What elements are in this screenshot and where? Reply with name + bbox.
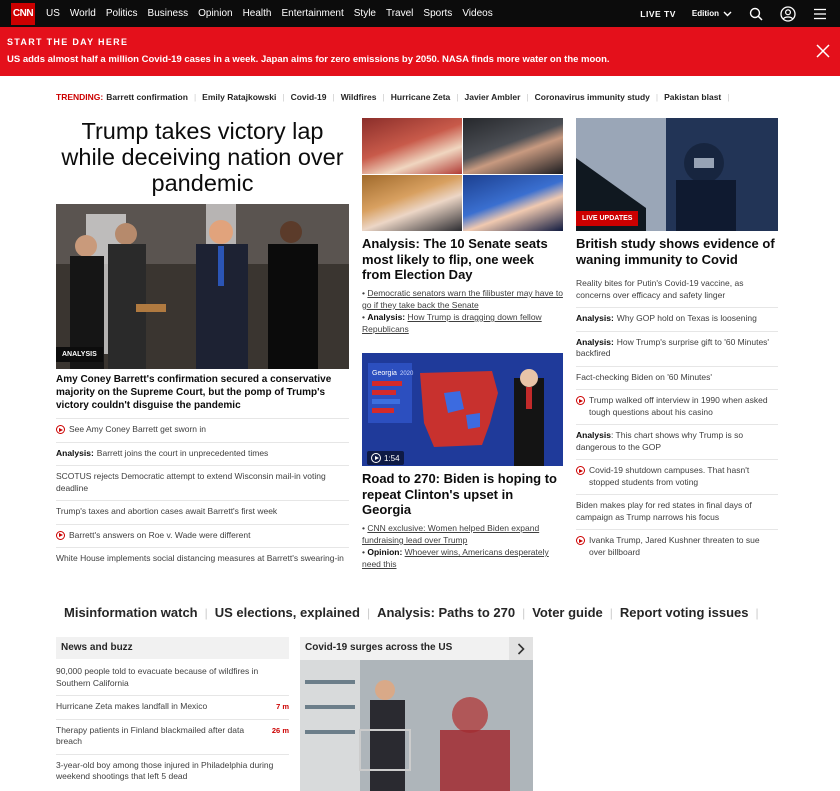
edition-menu[interactable] bbox=[692, 9, 732, 18]
swearing-in-illustration bbox=[56, 204, 349, 369]
divider: | bbox=[755, 605, 759, 620]
list-item-prefix: Analysis bbox=[576, 430, 611, 440]
divider: | bbox=[526, 92, 529, 102]
divider: | bbox=[382, 92, 385, 102]
nav-link-health[interactable]: Health bbox=[242, 8, 272, 19]
divider: | bbox=[282, 92, 285, 102]
play-icon bbox=[576, 536, 585, 545]
list-item[interactable] bbox=[56, 500, 349, 524]
list-item-text: 3-year-old boy among those injured in Philadelphia during weekend shootings that left 5 dead bbox=[56, 759, 274, 781]
lead-description[interactable]: Amy Coney Barrett's confirmation secured a conservative majority on the Supreme Court, but the pomp of Trump's victory couldn't disguise the pandemic bbox=[56, 374, 332, 411]
list-item-text: How Trump's surprise gift to '60 Minutes' backfired bbox=[576, 336, 770, 358]
play-icon bbox=[576, 466, 585, 475]
trending-item[interactable]: Covid-19 bbox=[290, 92, 327, 102]
divider: | bbox=[456, 92, 459, 102]
list-item[interactable] bbox=[56, 524, 349, 548]
nav-link-business[interactable]: Business bbox=[147, 8, 189, 19]
list-item-text: Hurricane Zeta makes landfall in Mexico bbox=[56, 701, 208, 711]
play-icon bbox=[56, 425, 65, 434]
nav-link-travel[interactable]: Travel bbox=[385, 8, 414, 19]
subnav-link[interactable]: Analysis: Paths to 270 bbox=[377, 605, 516, 620]
live-updates-tag: LIVE UPDATES bbox=[576, 211, 638, 226]
trending-bar bbox=[56, 92, 735, 102]
list-item[interactable] bbox=[56, 547, 349, 571]
play-icon bbox=[56, 531, 65, 540]
trending-item[interactable]: Emily Ratajkowski bbox=[202, 92, 277, 102]
georgia-headline[interactable]: Road to 270: Biden is hoping to repeat Clinton's upset in Georgia bbox=[362, 471, 557, 517]
divider: | bbox=[332, 92, 335, 102]
nav-link-videos[interactable]: Videos bbox=[462, 8, 493, 19]
divider: | bbox=[609, 605, 613, 620]
chevron-right-icon[interactable] bbox=[509, 637, 533, 660]
covid-headline[interactable]: British study shows evidence of waning immunity to Covid bbox=[576, 236, 775, 267]
list-item-text: See Amy Coney Barrett get sworn in bbox=[69, 424, 207, 434]
list-item-text: 90,000 people told to evacuate because of wildfires in Southern California bbox=[56, 666, 259, 688]
user-icon[interactable] bbox=[780, 6, 796, 22]
edition-label: Edition bbox=[691, 9, 719, 18]
nav-link-style[interactable]: Style bbox=[353, 8, 376, 19]
timestamp: 26 m bbox=[271, 725, 289, 735]
banner-text[interactable]: US adds almost half a million Covid-19 cases in a week. Japan aims for zero emissions by 2050. NASA finds more water on the moon. bbox=[7, 54, 610, 65]
list-item-prefix: Analysis: bbox=[56, 447, 94, 458]
breaking-banner[interactable] bbox=[0, 27, 840, 76]
list-item[interactable] bbox=[576, 366, 778, 390]
divider: | bbox=[204, 605, 208, 620]
subnav-link[interactable]: Misinformation watch bbox=[64, 605, 198, 620]
play-circle-icon bbox=[371, 453, 381, 463]
video-duration-badge bbox=[367, 451, 404, 465]
trending-item[interactable]: Hurricane Zeta bbox=[390, 92, 451, 102]
list-item-text: Barrett joins the court in unprecedented times bbox=[96, 447, 269, 458]
bullet-item[interactable]: • Analysis: How Trump is dragging down fellow Republicans bbox=[362, 312, 542, 334]
list-item[interactable] bbox=[56, 661, 289, 695]
list-item[interactable] bbox=[576, 389, 778, 424]
list-item[interactable] bbox=[576, 424, 778, 459]
list-item[interactable] bbox=[56, 695, 289, 719]
nav-link-sports[interactable]: Sports bbox=[423, 8, 453, 19]
news-and-buzz-header: News and buzz bbox=[56, 637, 289, 659]
timestamp: 7 m bbox=[276, 702, 289, 711]
news-list bbox=[56, 661, 289, 789]
list-item[interactable] bbox=[56, 418, 349, 442]
nav-right bbox=[640, 0, 828, 27]
nav-link-opinion[interactable]: Opinion bbox=[198, 8, 233, 19]
senator-photo bbox=[362, 118, 462, 174]
list-item-text: Barrett's answers on Roe v. Wade were different bbox=[69, 529, 251, 540]
trending-item[interactable]: Barrett confirmation bbox=[106, 92, 188, 102]
list-item-text: White House implements social distancing measures at Barrett's swearing-in bbox=[56, 553, 344, 563]
list-item-text: Fact-checking Biden on '60 Minutes' bbox=[576, 371, 713, 382]
list-item-text: Why GOP hold on Texas is loosening bbox=[616, 313, 757, 323]
georgia-bullets bbox=[362, 522, 563, 570]
trending-item[interactable]: Wildfires bbox=[340, 92, 377, 102]
close-icon[interactable] bbox=[816, 44, 830, 58]
senators-photo-grid[interactable] bbox=[362, 118, 563, 231]
list-item-text: Reality bites for Putin's Covid-19 vaccine, as concerns over efficacy and safety linger bbox=[576, 278, 744, 300]
bullet-item[interactable]: • Opinion: Whoever wins, Americans desperately need this bbox=[362, 547, 549, 569]
trending-item[interactable]: Coronavirus immunity study bbox=[534, 92, 650, 102]
analysis-tag: ANALYSIS bbox=[56, 347, 103, 362]
list-item-text: Therapy patients in Finland blackmailed after data breach bbox=[56, 724, 245, 746]
subnav-link[interactable]: Voter guide bbox=[532, 605, 603, 620]
senate-bullets bbox=[362, 287, 563, 335]
senator-photo bbox=[463, 118, 563, 174]
covid-surges-photo[interactable] bbox=[300, 660, 533, 791]
banner-kicker: START THE DAY HERE bbox=[7, 37, 129, 47]
lead-photo[interactable] bbox=[56, 204, 349, 369]
divider: | bbox=[655, 92, 659, 102]
map-label: Georgia bbox=[372, 370, 397, 377]
nav-link-politics[interactable]: Politics bbox=[105, 8, 138, 19]
list-item-text: Covid-19 shutdown campuses. That hasn't stopped students from voting bbox=[589, 465, 750, 487]
list-item-text: Trump's taxes and abortion cases await Barrett's first week bbox=[56, 506, 278, 516]
list-item[interactable] bbox=[56, 442, 349, 466]
map-year: 2020 bbox=[400, 371, 414, 377]
nav-link-world[interactable]: World bbox=[69, 8, 96, 19]
list-item[interactable] bbox=[576, 529, 778, 564]
grocery-store-illustration bbox=[300, 660, 533, 791]
senator-photo bbox=[362, 175, 462, 231]
list-item-prefix: Analysis: bbox=[576, 336, 614, 347]
menu-icon[interactable] bbox=[812, 6, 828, 22]
right-related-list bbox=[576, 273, 778, 564]
nav-link-us[interactable]: US bbox=[46, 8, 60, 19]
video-duration: 1:54 bbox=[384, 453, 400, 463]
nav-links bbox=[46, 8, 493, 19]
subnav-link[interactable]: Report voting issues bbox=[619, 605, 749, 620]
list-item[interactable] bbox=[56, 465, 349, 500]
trending-item[interactable]: Pakistan blast bbox=[664, 92, 722, 102]
list-item-text: Biden makes play for red states in final days of campaign as Trump narrows his focus bbox=[576, 500, 752, 522]
trending-item[interactable]: Javier Ambler bbox=[464, 92, 521, 102]
list-item[interactable] bbox=[576, 494, 778, 529]
senate-headline[interactable]: Analysis: The 10 Senate seats most likely to flip, one week from Election Day bbox=[362, 236, 548, 282]
list-item[interactable] bbox=[576, 459, 778, 494]
list-item-text: Trump walked off interview in 1990 when asked tough questions about his casino bbox=[589, 395, 768, 417]
list-item[interactable] bbox=[576, 331, 778, 366]
chevron-down-icon bbox=[723, 11, 732, 17]
list-item[interactable] bbox=[56, 719, 289, 754]
list-item-text: Ivanka Trump, Jared Kushner threaten to sue over billboard bbox=[589, 535, 760, 557]
cnn-logo[interactable]: CNN bbox=[11, 3, 35, 25]
subnav-link[interactable]: US elections, explained bbox=[214, 605, 360, 620]
list-item-text: : This chart shows why Trump is so dangerous to the GOP bbox=[576, 430, 744, 452]
live-tv-link[interactable]: LIVE TV bbox=[640, 8, 676, 19]
list-item-prefix: Analysis: bbox=[576, 313, 614, 323]
senator-photo bbox=[463, 175, 563, 231]
divider: | bbox=[366, 605, 371, 620]
lead-related-list bbox=[56, 418, 349, 571]
bullet-item[interactable]: • CNN exclusive: Women helped Biden expand fundraising lead over Trump bbox=[362, 523, 540, 545]
play-icon bbox=[576, 396, 585, 405]
georgia-map-illustration bbox=[362, 353, 563, 466]
bullet-item[interactable]: • Democratic senators warn the filibuster may have to go if they take back the Senate bbox=[362, 288, 563, 310]
nav-link-entertainment[interactable]: Entertainment bbox=[281, 8, 344, 19]
election-subnav bbox=[64, 605, 766, 620]
divider: | bbox=[193, 92, 197, 102]
lead-headline[interactable]: Trump takes victory lap while deceiving nation over pandemic bbox=[61, 118, 344, 196]
covid-surges-header[interactable]: Covid-19 surges across the US bbox=[300, 637, 533, 660]
divider: | bbox=[727, 92, 730, 102]
list-item[interactable] bbox=[576, 307, 778, 331]
top-nav bbox=[0, 0, 840, 27]
list-item-text: SCOTUS rejects Democratic attempt to extend Wisconsin mail-in voting deadline bbox=[56, 471, 326, 493]
georgia-video-thumb[interactable] bbox=[362, 353, 563, 466]
list-item[interactable] bbox=[576, 273, 778, 307]
list-item[interactable] bbox=[56, 754, 289, 789]
divider: | bbox=[522, 605, 526, 620]
trending-label: TRENDING: bbox=[56, 92, 104, 102]
search-icon[interactable] bbox=[748, 6, 764, 22]
